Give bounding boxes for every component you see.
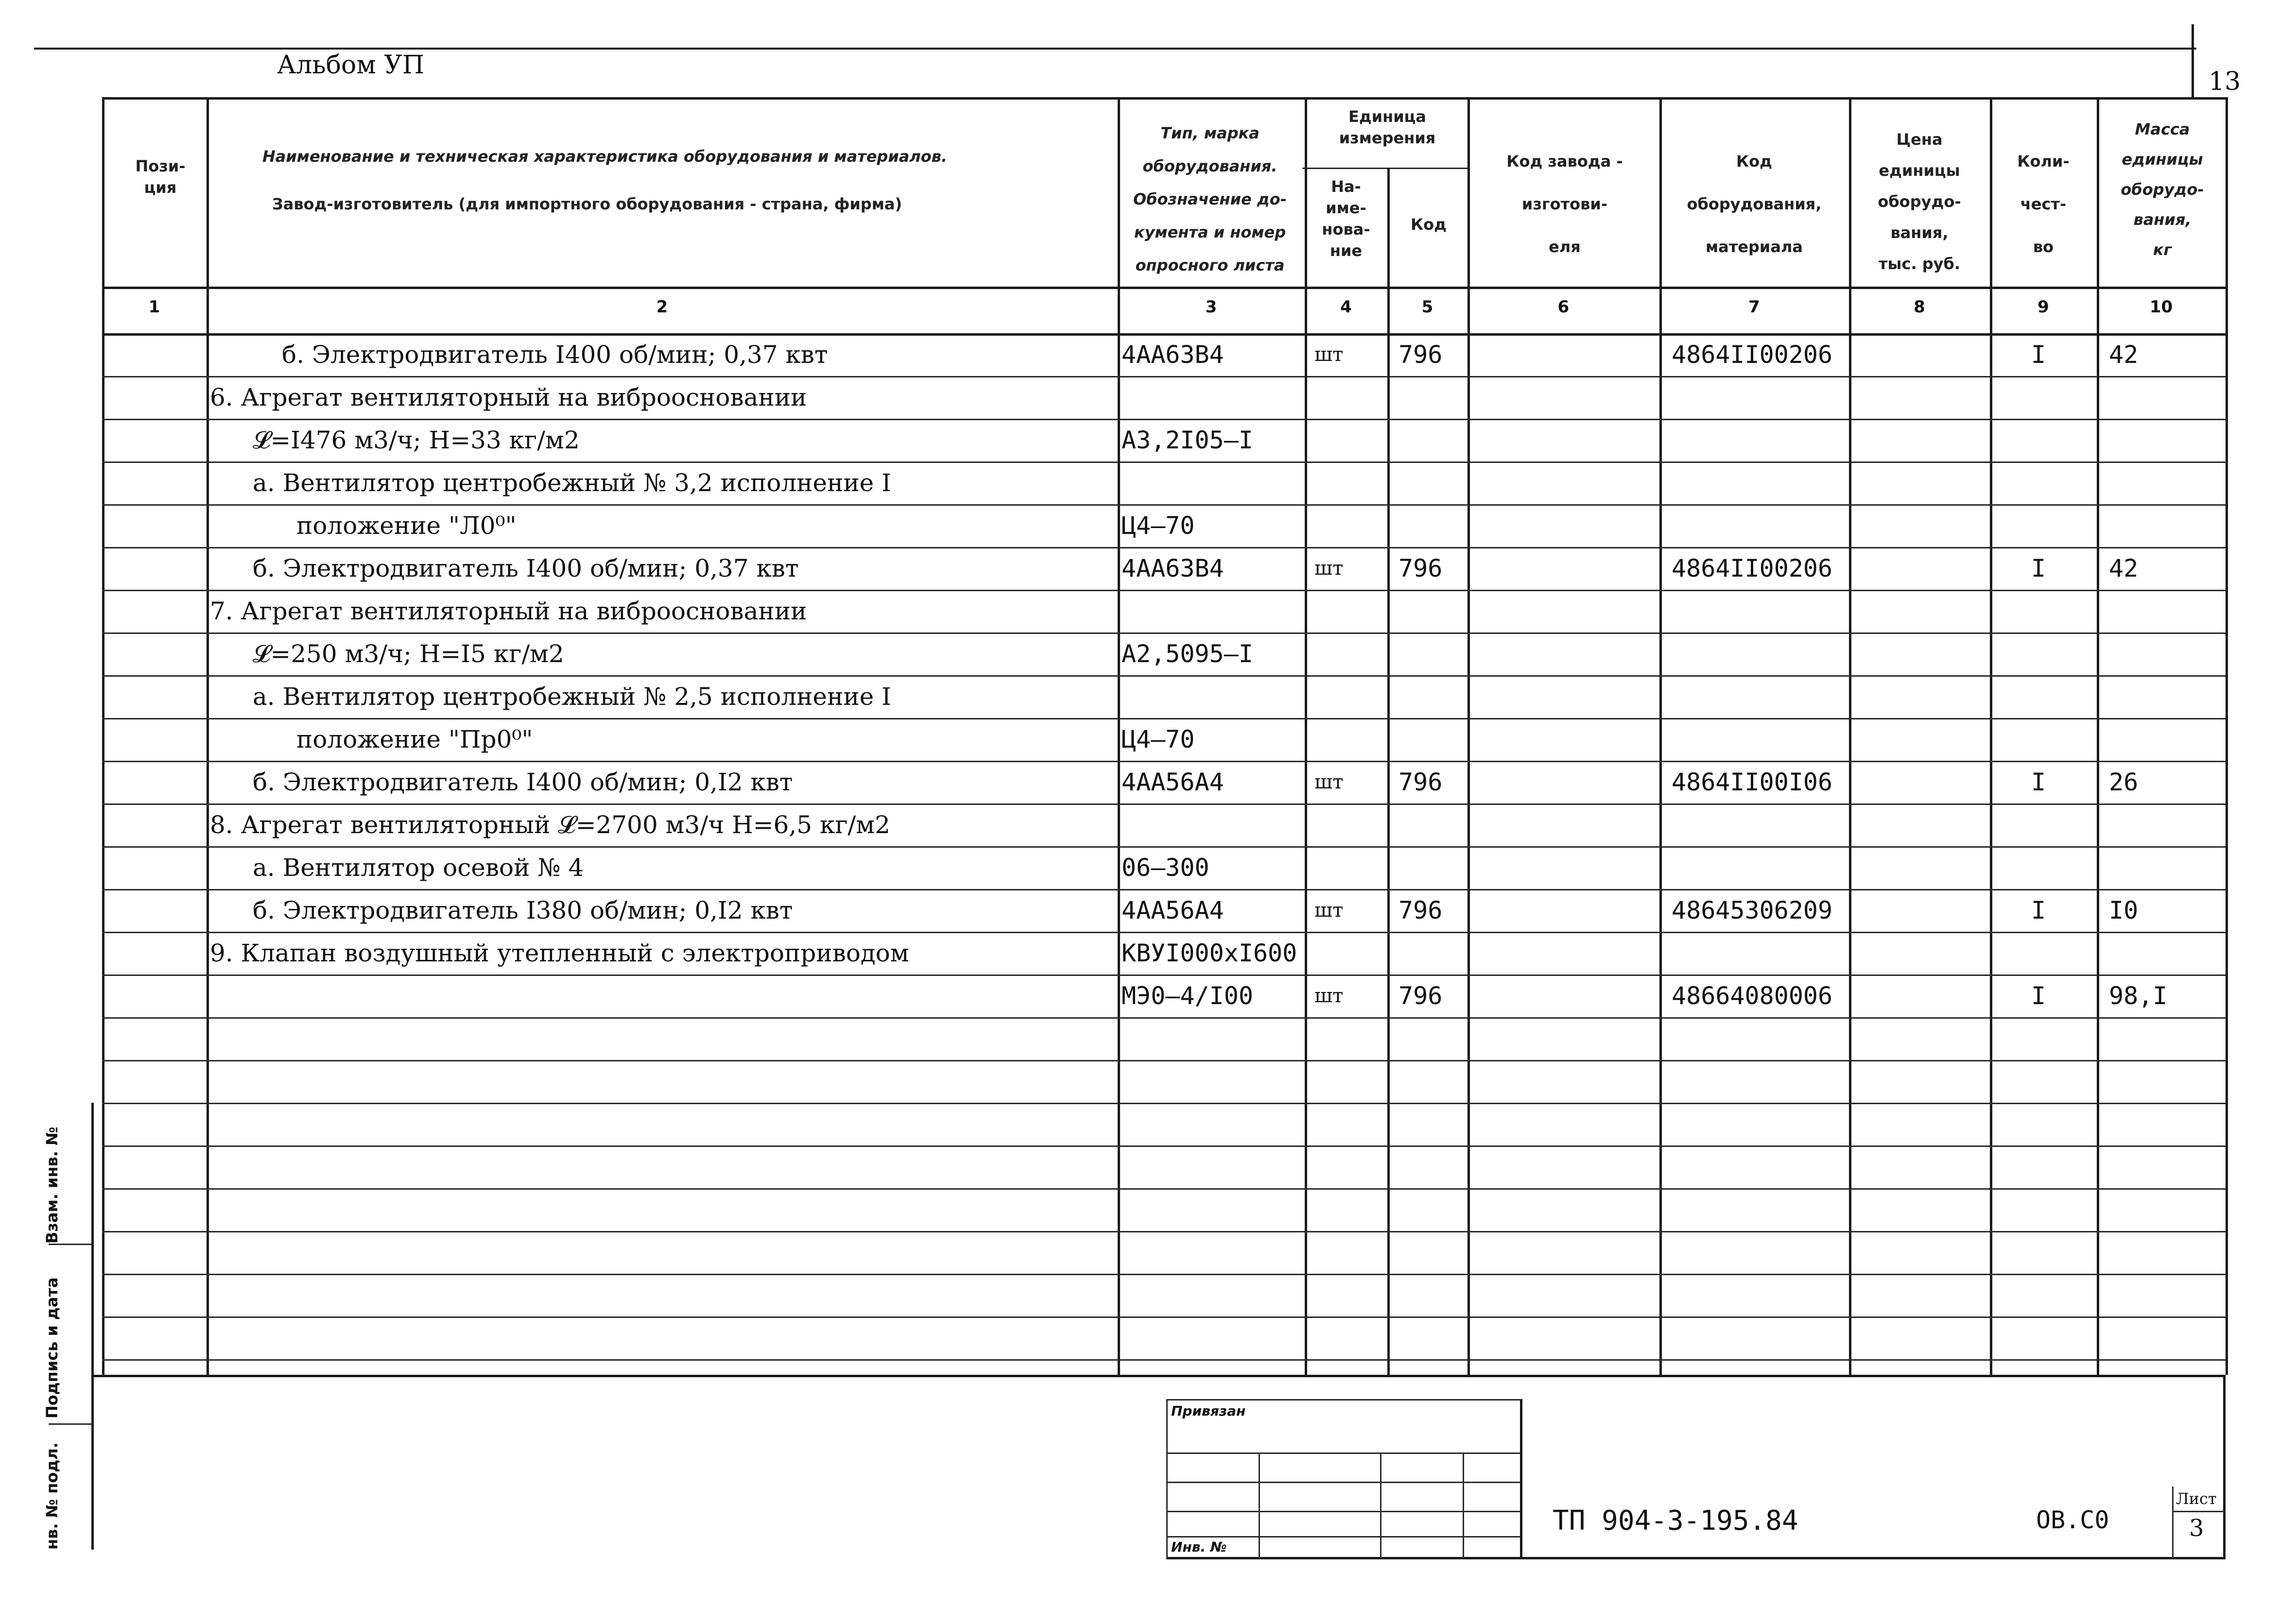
column-number: 3 xyxy=(1205,297,1217,317)
stamp-rule xyxy=(2172,1511,2225,1512)
item-type: КВУI000хI600 xyxy=(1122,939,1297,967)
column-number: 7 xyxy=(1748,297,1760,317)
row-divider xyxy=(102,803,2226,805)
stamp-privyazan: Привязан xyxy=(1171,1403,1246,1419)
item-name: 8. Агрегат вентиляторный 𝓛=2700 м3/ч Н=6,5 кг/м2 xyxy=(210,811,891,839)
column-divider xyxy=(1990,97,1992,1375)
column-divider xyxy=(1305,97,1307,1375)
header-unit-code: Код xyxy=(1411,215,1447,234)
column-divider xyxy=(1467,97,1470,1375)
unit-subheader-rule xyxy=(1302,168,1467,169)
stamp-rule xyxy=(1259,1452,1260,1558)
column-divider xyxy=(1849,97,1851,1375)
item-name: 9. Клапан воздушный утепленный с электроприводом xyxy=(210,939,909,967)
column-number: 2 xyxy=(656,297,668,317)
header-mass: Масса единицы оборудо- вания, кг xyxy=(2121,120,2204,259)
item-name: б. Электродвигатель I400 об/мин; 0,37 квт xyxy=(253,554,799,582)
item-unit-code: 796 xyxy=(1398,896,1443,924)
item-type: Ц4–70 xyxy=(1122,512,1195,540)
item-name: 𝓛=I476 м3/ч; Н=33 кг/м2 xyxy=(253,426,580,454)
item-name: б. Электродвигатель I400 об/мин; 0,37 квт xyxy=(282,341,828,369)
row-divider xyxy=(102,590,2226,591)
item-name: положение "Л0⁰" xyxy=(296,512,517,540)
document-code: ТП 904-3-195.84 xyxy=(1553,1505,1798,1537)
column-divider xyxy=(1387,168,1390,1375)
row-divider xyxy=(102,1145,2226,1147)
item-mass: I0 xyxy=(2109,896,2139,924)
item-mass: 42 xyxy=(2109,341,2139,369)
row-divider xyxy=(102,547,2226,548)
item-quantity: I xyxy=(2031,768,2046,796)
item-unit: шт xyxy=(1314,343,1344,366)
header-equipment-code: Код оборудования, материала xyxy=(1687,152,1822,256)
item-equipment-code: 48664080006 xyxy=(1672,982,1833,1010)
row-divider xyxy=(102,846,2226,848)
row-divider xyxy=(102,1017,2226,1019)
item-equipment-code: 4864II00206 xyxy=(1672,554,1833,582)
item-unit: шт xyxy=(1314,771,1344,793)
item-name: а. Вентилятор осевой № 4 xyxy=(253,854,584,882)
table-top-border xyxy=(102,97,2226,100)
item-quantity: I xyxy=(2031,982,2046,1010)
item-quantity: I xyxy=(2031,341,2046,369)
item-type: А2,5095–I xyxy=(1122,640,1253,668)
album-title: Альбом УП xyxy=(277,51,425,80)
item-unit-code: 796 xyxy=(1398,341,1443,369)
top-rule xyxy=(34,48,2196,50)
side-divider xyxy=(49,1423,92,1425)
column-number: 5 xyxy=(1421,297,1433,317)
stamp-rule xyxy=(1166,1511,1521,1512)
item-unit-code: 796 xyxy=(1398,768,1443,796)
item-type: 06–300 xyxy=(1122,854,1209,882)
header-quantity: Коли- чест- во xyxy=(2017,152,2070,256)
document-section: ОВ.С0 xyxy=(2036,1506,2109,1534)
header-name: Наименование и техническая характеристика оборудования и материалов. xyxy=(262,147,948,166)
stamp-rule xyxy=(1166,1399,1168,1558)
side-label-vzam: Взам. инв. № xyxy=(43,1127,61,1244)
stamp-inv-no: Инв. № xyxy=(1171,1539,1227,1555)
stamp-rule xyxy=(1166,1399,1521,1401)
item-mass: 26 xyxy=(2109,768,2139,796)
item-equipment-code: 4864II00206 xyxy=(1672,341,1833,369)
row-divider xyxy=(102,504,2226,506)
header-bottom-border xyxy=(102,287,2226,289)
row-divider xyxy=(102,932,2226,933)
stamp-bottom-rule xyxy=(1166,1557,2226,1559)
row-divider xyxy=(102,889,2226,890)
item-equipment-code: 48645306209 xyxy=(1672,896,1833,924)
item-unit: шт xyxy=(1314,985,1344,1007)
row-divider xyxy=(102,1060,2226,1061)
item-quantity: I xyxy=(2031,896,2046,924)
item-unit: шт xyxy=(1314,899,1344,922)
header-price: Цена единицы оборудо- вания, тыс. руб. xyxy=(1878,130,1961,273)
item-name: 7. Агрегат вентиляторный на виброосновании xyxy=(210,597,807,625)
stamp-rule xyxy=(2172,1486,2174,1558)
row-divider xyxy=(102,1359,2226,1361)
item-quantity: I xyxy=(2031,554,2046,582)
header-manufacturer: Завод-изготовитель (для импортного оборудования - страна, фирма) xyxy=(272,195,902,213)
item-type: 4АА56А4 xyxy=(1122,896,1224,924)
item-name: положение "Пр0⁰" xyxy=(296,725,533,753)
item-name: 6. Агрегат вентиляторный на виброосновании xyxy=(210,383,807,411)
item-type: 4АА63В4 xyxy=(1122,554,1224,582)
row-divider xyxy=(102,675,2226,677)
row-divider xyxy=(102,761,2226,762)
table-bottom-border xyxy=(92,1375,2226,1377)
item-name: б. Электродвигатель I380 об/мин; 0,I2 квт xyxy=(253,896,793,924)
corner-rule xyxy=(2192,24,2194,97)
column-number: 10 xyxy=(2149,297,2173,317)
row-divider xyxy=(102,376,2226,377)
header-unit: Единица измерения xyxy=(1339,107,1436,147)
header-type: Тип, марка оборудования. Обозначение до- кумента и номер опросного листа xyxy=(1133,124,1287,274)
row-divider xyxy=(102,974,2226,976)
stamp-rule xyxy=(1166,1482,1521,1483)
row-divider xyxy=(102,419,2226,420)
item-type: Ц4–70 xyxy=(1122,725,1195,753)
stamp-rule xyxy=(2223,1375,2226,1558)
column-divider xyxy=(2226,97,2228,1375)
stamp-rule xyxy=(1463,1452,1464,1558)
item-unit-code: 796 xyxy=(1398,554,1443,582)
item-name: а. Вентилятор центробежный № 2,5 исполнение I xyxy=(253,683,892,711)
item-type: 4АА56А4 xyxy=(1122,768,1224,796)
row-divider xyxy=(102,1188,2226,1190)
stamp-rule xyxy=(1380,1452,1381,1558)
side-label-inv: нв. № подл. xyxy=(43,1442,61,1550)
column-divider xyxy=(1659,97,1662,1375)
column-divider xyxy=(102,97,104,1375)
item-name: б. Электродвигатель I400 об/мин; 0,I2 квт xyxy=(253,768,793,796)
column-number: 4 xyxy=(1340,297,1352,317)
stamp-rule xyxy=(1166,1452,1521,1454)
column-number: 9 xyxy=(2037,297,2049,317)
side-label-podpis: Подпись и дата xyxy=(43,1277,61,1418)
sheet-label: Лист xyxy=(2176,1489,2217,1508)
stamp-rule xyxy=(1166,1536,1521,1538)
stamp-rule xyxy=(1520,1399,1522,1558)
item-type: МЭ0–4/I00 xyxy=(1122,982,1253,1010)
row-divider xyxy=(102,632,2226,634)
item-unit-code: 796 xyxy=(1398,982,1443,1010)
item-type: 4АА63В4 xyxy=(1122,341,1224,369)
column-number: 8 xyxy=(1914,297,1925,317)
item-name: а. Вентилятор центробежный № 3,2 исполнение I xyxy=(253,469,892,497)
header-factory-code: Код завода - изготови- еля xyxy=(1506,152,1623,256)
sheet-number: 3 xyxy=(2189,1515,2204,1542)
item-unit: шт xyxy=(1314,557,1344,580)
item-mass: 42 xyxy=(2109,554,2139,582)
sheet-corner-number: 13 xyxy=(2209,67,2241,96)
column-divider xyxy=(1118,97,1120,1375)
item-name: 𝓛=250 м3/ч; Н=I5 кг/м2 xyxy=(253,640,564,668)
row-divider xyxy=(102,1231,2226,1232)
colnum-bottom-border xyxy=(102,333,2226,336)
column-divider xyxy=(2097,97,2099,1375)
column-number: 1 xyxy=(148,297,160,317)
row-divider xyxy=(102,1274,2226,1275)
header-position: Пози- ция xyxy=(135,157,186,197)
side-margin-rule xyxy=(91,1103,94,1550)
row-divider xyxy=(102,718,2226,719)
item-type: А3,2I05–I xyxy=(1122,426,1253,454)
header-unit-name: На- име- нова- ние xyxy=(1322,177,1370,260)
row-divider xyxy=(102,1316,2226,1318)
item-equipment-code: 4864II00I06 xyxy=(1672,768,1833,796)
row-divider xyxy=(102,1103,2226,1104)
column-divider xyxy=(207,97,209,1375)
row-divider xyxy=(102,461,2226,463)
side-divider xyxy=(49,1244,92,1245)
item-mass: 98,I xyxy=(2109,982,2168,1010)
column-number: 6 xyxy=(1557,297,1570,317)
